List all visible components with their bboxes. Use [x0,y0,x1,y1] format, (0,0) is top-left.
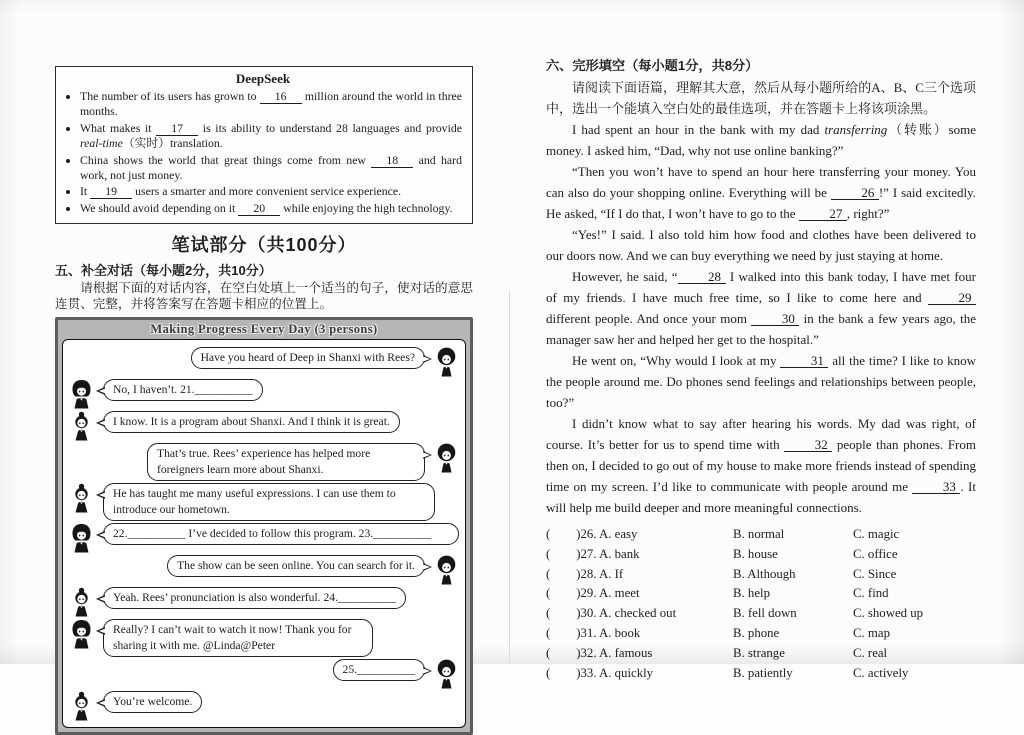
right-page [546,53,976,683]
boy-afro-hair-avatar-icon [434,555,459,585]
deepseek-summary-box [55,66,473,224]
option-row [546,584,976,604]
dialogue-box [55,317,473,735]
deepseek-bullet: • We should avoid depending on it 20 while enjoying the high technology. [80,201,462,216]
dialogue-row [69,411,459,441]
dialogue-row [69,691,459,721]
cloze-blank: 32 [784,438,832,452]
option-row [546,624,976,644]
deepseek-bullet: • It 19 users a smarter and more convenient service experience. [80,184,462,199]
speech-bubble: Yeah. Rees’ pronunciation is also wonderful. 24.__________ [103,587,406,609]
speech-bubble: No, I haven’t. 21.__________ [103,379,263,401]
speech-bubble: You’re welcome. [103,691,202,713]
option-cell-c: C. find [853,586,889,601]
option-cell-c: C. actively [853,665,909,680]
option-cell-a: ( )31. A. book [546,625,641,640]
option-cell-a: ( )30. A. checked out [546,606,677,621]
option-cell-b: B. house [733,546,778,561]
dialogue-row [69,587,459,617]
option-cell-a: ( )33. A. quickly [546,665,654,680]
option-cell-b: B. fell down [733,606,797,621]
option-cell-b: B. strange [733,645,785,660]
dialogue-box-title: Making Progress Every Day (3 persons) [150,322,378,337]
cloze-paragraph: “Then you won’t have to spend an hour here transferring your money. You can also do your shopping online. Everything will be 26 !” I said excitedly. He asked, “If I do that, I won’t have to go to the 27 , right?” [546,164,977,221]
bun-hair-avatar-icon [69,411,94,441]
dialogue-row [69,379,459,409]
speech-bubble: Have you heard of Deep in Shanxi with Rees? [191,347,425,369]
left-page [55,66,473,735]
option-cell-b: B. phone [733,625,780,640]
girl-bob-hair-avatar-icon [69,619,94,649]
option-cell-c: C. Since [853,566,897,581]
cloze-blank: 16 [260,90,302,104]
option-row [546,604,976,624]
deepseek-title: DeepSeek [235,71,291,86]
cloze-paragraph: I had spent an hour in the bank with my dad transferring（转账）some money. I asked him, “Dad, why not use online banking?” [546,122,976,158]
deepseek-bullet-list [64,89,462,216]
option-cell-b: B. patiently [733,665,793,680]
option-cell-b: B. help [733,586,770,601]
option-cell-a: ( )28. A. If [546,566,624,581]
dialogue-body [62,339,466,728]
cloze-paragraph: I didn’t know what to say after hearing his words. My dad was right, of course. It’s better for us to spend time with 32 people than phones. From then on, I decided to go out of my house to make more friends instead of spending time on my screen. I’d like to communicate with people around me 33 . It will help me build deeper and more meaningful connections. [546,416,976,515]
cloze-blank: 30 [751,312,799,326]
option-cell-c: C. magic [853,527,900,541]
cloze-blank: 19 [90,185,132,199]
section6-instructions: 请阅读下面语篇，理解其大意，然后从每小题所给的A、B、C三个选项中，选出一个能填入空白处的最佳选项，并在答题卡上将该项涂黑。 [546,80,976,116]
boy-afro-hair-avatar-icon [434,443,459,473]
bun-hair-avatar-icon [69,587,94,617]
cloze-options-table [546,525,976,683]
section5-instructions: 请根据下面的对话内容，在空白处填上一个适当的句子，使对话的意思连贯、完整，并将答案写在答题卡相应的位置上。 [55,281,473,312]
cloze-blank: 29 [928,291,976,305]
dialogue-row [69,619,459,657]
dialogue-row [69,555,459,585]
option-row [546,644,976,664]
cloze-blank: 31 [780,354,828,368]
speech-bubble: The show can be seen online. You can search for it. [167,555,425,577]
option-cell-b: B. Although [733,566,796,581]
option-row [546,664,976,684]
cloze-blank: 33 [912,480,960,494]
cloze-blank: 26 [831,186,879,200]
bun-hair-avatar-icon [69,691,94,721]
speech-bubble: He has taught me many useful expressions. I can use them to introduce our hometown. [103,483,435,521]
cloze-paragraph: “Yes!” I said. I also told him how food and clothes have been delivered to our doors now. And we can buy everything we need by just staying at home. [546,227,976,263]
cloze-blank: 28 [678,270,726,284]
section5-heading: 五、补全对话（每小题2分，共10分） [55,263,272,279]
deepseek-bullet: • What makes it 17 is its ability to understand 28 languages and provide real-time（实时）translation. [80,121,462,152]
cloze-blank: 27 [799,207,847,221]
option-cell-b: B. normal [733,527,785,541]
cloze-passage [546,119,976,518]
dialogue-row [69,523,459,553]
option-cell-a: ( )32. A. famous [546,645,653,660]
option-cell-c: C. showed up [853,606,924,621]
dialogue-row [69,443,459,481]
boy-afro-hair-avatar-icon [434,347,459,377]
cloze-paragraph: However, he said, “ 28 I walked into this bank today, I have met four of my friends. I have much free time, so I like to come here and 29 different people. And once your mom 30 in the bank a few years ago, the manager saw her and helped her get to the hospital.” [546,269,976,347]
option-cell-c: C. office [853,546,898,561]
deepseek-bullet: • China shows the world that great things come from new 18 and hard work, not just money. [80,153,462,184]
speech-bubble: 25.__________ [333,659,425,681]
option-cell-a: ( )27. A. bank [546,546,640,561]
option-row [546,525,976,545]
written-part-heading: 笔试部分（共100分） [171,235,357,256]
dialogue-row [69,483,459,521]
speech-bubble: I know. It is a program about Shanxi. And I think it is great. [103,411,400,433]
girl-bob-hair-avatar-icon [69,379,94,409]
option-cell-a: ( )29. A. meet [546,586,640,601]
speech-bubble: 22.__________ I’ve decided to follow this program. 23.__________ [103,523,459,545]
speech-bubble: That’s true. Rees’ experience has helped more foreigners learn more about Shanxi. [147,443,425,481]
bun-hair-avatar-icon [69,483,94,513]
deepseek-bullet: • The number of its users has grown to 16 million around the world in three months. [80,89,462,120]
option-cell-a: ( )26. A. easy [546,527,638,541]
cloze-blank: 18 [371,154,413,168]
option-row [546,545,976,565]
option-row [546,565,976,585]
cloze-blank: 20 [238,202,280,216]
girl-bob-hair-avatar-icon [69,523,94,553]
cloze-paragraph: He went on, “Why would I look at my 31 all the time? I like to know the people around me. Do phones send feelings and relationships between people, too?” [546,353,977,410]
speech-bubble: Really? I can’t wait to watch it now! Thank you for sharing it with me. @Linda@Peter [103,619,373,657]
option-cell-c: C. real [853,645,888,660]
cloze-blank: 17 [156,122,198,136]
dialogue-row [69,347,459,377]
section6-heading: 六、完形填空（每小题1分，共8分） [546,58,759,73]
page-gutter-divider [509,290,510,664]
option-cell-c: C. map [853,625,890,640]
